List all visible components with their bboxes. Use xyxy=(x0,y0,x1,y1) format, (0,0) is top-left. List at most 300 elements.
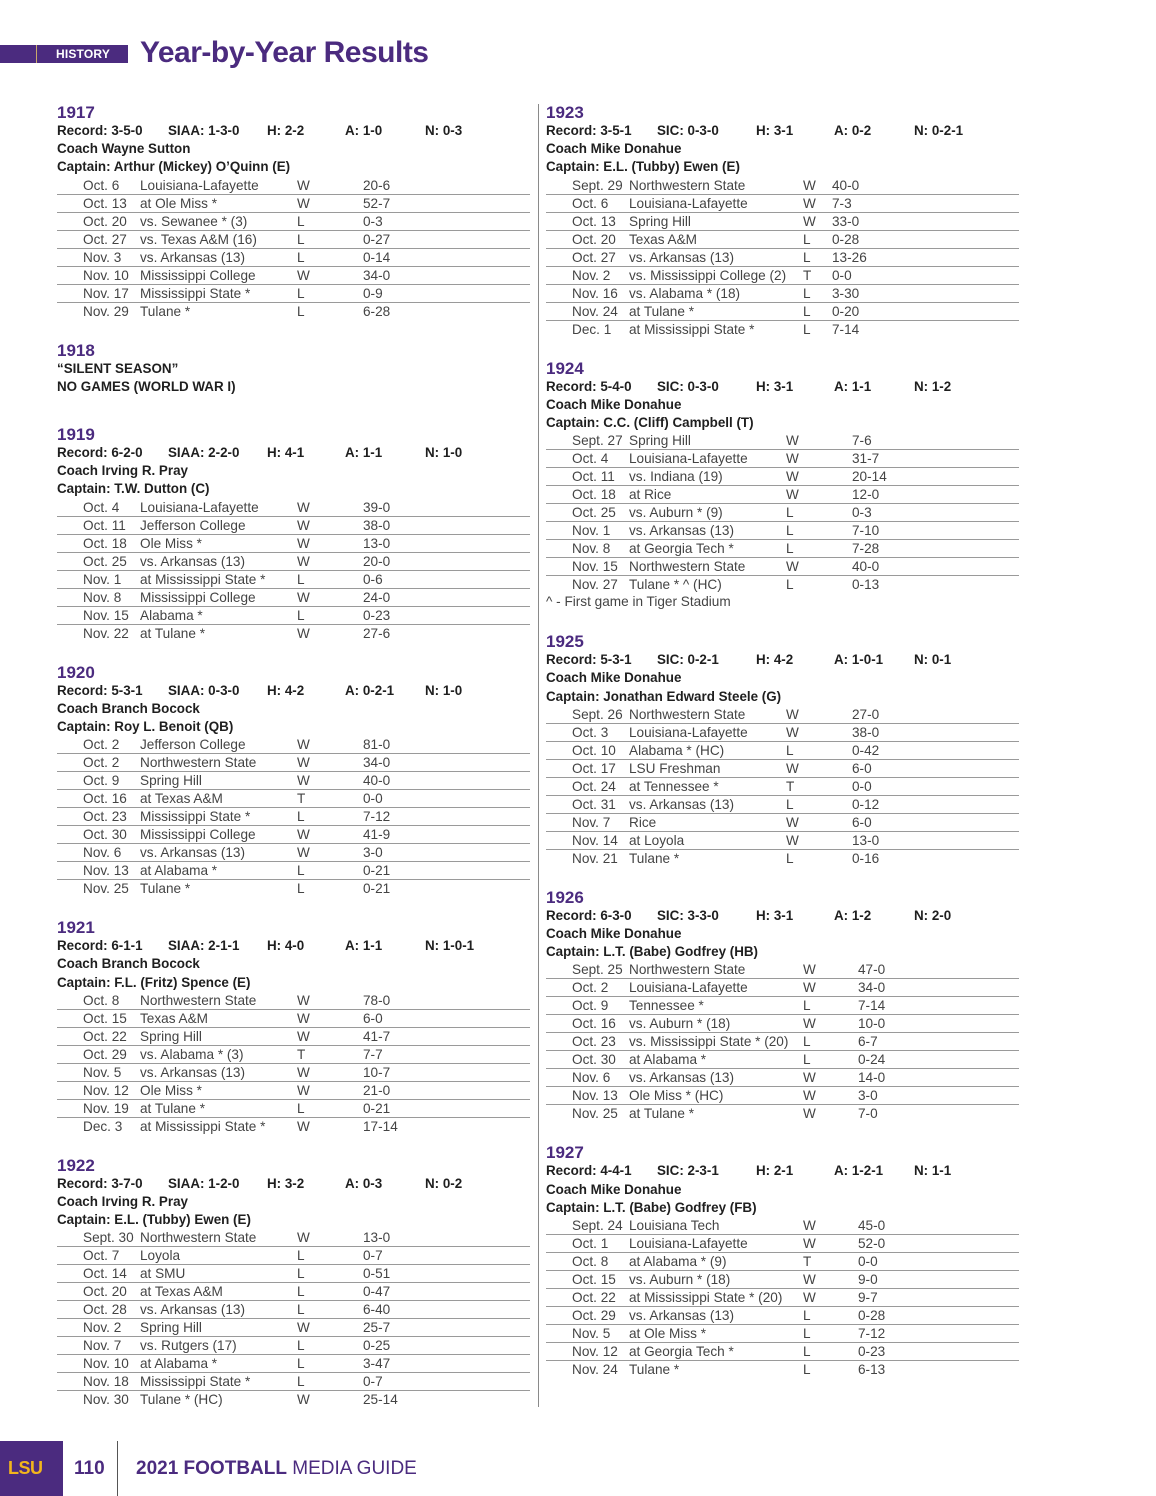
game-opp: vs. Indiana (19) xyxy=(629,468,786,486)
stat-away: A: 1-1 xyxy=(834,378,872,394)
game-date: Oct. 29 xyxy=(546,1306,629,1324)
game-score: 0-24 xyxy=(858,1051,1019,1069)
game-res: L xyxy=(803,1306,858,1324)
game-opp: Spring Hill xyxy=(629,433,691,449)
game-opp: vs. Rutgers (17) xyxy=(140,1337,297,1355)
table-row xyxy=(546,723,1019,741)
game-score: 0-23 xyxy=(363,606,530,624)
game-score: 0-51 xyxy=(363,1265,530,1283)
game-score: 9-0 xyxy=(858,1270,1019,1288)
table-row xyxy=(546,997,1019,1015)
game-opp: Tulane * ^ (HC) xyxy=(629,576,786,594)
logo-text: LSU xyxy=(8,1458,43,1478)
game-res: L xyxy=(297,212,363,230)
stat-neutral: N: 1-2 xyxy=(914,378,952,394)
guide-title xyxy=(136,1458,417,1480)
season-stats xyxy=(57,682,531,700)
captain-name: Captain: C.C. (Cliff) Campbell (T) xyxy=(546,414,754,430)
game-date: Nov. 5 xyxy=(57,1063,140,1081)
page-footer xyxy=(0,1441,1156,1496)
coach-name: Coach Mike Donahue xyxy=(546,925,682,941)
game-res: W xyxy=(803,212,832,230)
game-opp: vs. Arkansas (13) xyxy=(629,1069,803,1087)
game-res: W xyxy=(803,1087,858,1105)
table-row xyxy=(546,1288,1019,1306)
stat-conf: SIAA: 1-3-0 xyxy=(168,123,240,138)
game-res: W xyxy=(297,992,310,1008)
game-score: 0-21 xyxy=(363,862,530,880)
table-row xyxy=(57,516,530,534)
guide-title-rest: MEDIA GUIDE xyxy=(286,1458,417,1479)
game-res: L xyxy=(803,248,832,266)
season-note: “SILENT SEASON” xyxy=(57,360,179,376)
game-date: Oct. 8 xyxy=(546,1252,629,1270)
table-row xyxy=(546,831,1019,849)
table-row xyxy=(546,248,1019,266)
game-opp: Tennessee * xyxy=(629,997,803,1015)
game-date: Oct. 6 xyxy=(546,194,629,212)
captain-name: Captain: F.L. (Fritz) Spence (E) xyxy=(57,974,251,990)
stat-away: A: 1-2-1 xyxy=(834,1163,884,1179)
table-row xyxy=(57,862,530,880)
game-res: W xyxy=(803,1015,858,1033)
game-res: L xyxy=(803,1360,858,1378)
game-opp: Mississippi College xyxy=(140,588,297,606)
game-res: L xyxy=(297,862,363,880)
game-date: Oct. 9 xyxy=(57,772,140,790)
season-year: 1921 xyxy=(57,918,95,938)
season-stats xyxy=(546,651,1020,669)
game-score: 3-0 xyxy=(363,844,530,862)
game-score: 0-28 xyxy=(832,230,1019,248)
game-date: Nov. 17 xyxy=(57,284,140,302)
stat-neutral: N: 1-0 xyxy=(425,682,463,698)
table-row xyxy=(57,1391,530,1409)
game-opp: at Texas A&M xyxy=(140,1283,297,1301)
game-score: 6-28 xyxy=(363,302,530,320)
table-row xyxy=(546,961,1019,979)
game-date: Oct. 16 xyxy=(546,1015,629,1033)
game-opp: at Tulane * xyxy=(140,624,297,642)
game-date: Oct. 25 xyxy=(546,504,629,522)
table-row xyxy=(546,1270,1019,1288)
game-res: W xyxy=(803,1288,858,1306)
game-score: 40-0 xyxy=(832,177,860,193)
game-score: 6-0 xyxy=(852,813,1019,831)
stat-neutral: N: 1-0 xyxy=(425,445,463,460)
stat-neutral: N: 0-2 xyxy=(425,1175,463,1191)
game-res: T xyxy=(803,1252,858,1270)
table-row xyxy=(546,1069,1019,1087)
game-score: 0-7 xyxy=(363,1373,530,1391)
season-1927 xyxy=(546,1144,1020,1378)
table-row xyxy=(57,552,530,570)
stat-conf: SIAA: 0-3-0 xyxy=(168,682,240,698)
captain-name: Captain: E.L. (Tubby) Ewen (E) xyxy=(57,1212,251,1228)
game-opp: at Mississippi State * xyxy=(140,570,297,588)
game-opp: vs. Arkansas (13) xyxy=(140,1301,297,1319)
game-date: Oct. 11 xyxy=(57,516,140,534)
stat-away: A: 0-2 xyxy=(834,123,872,138)
game-score: 0-20 xyxy=(832,302,1019,320)
game-res: L xyxy=(297,1373,363,1391)
game-score: 6-13 xyxy=(858,1360,1019,1378)
game-date: Sept. 27 xyxy=(572,433,623,449)
games-table xyxy=(57,177,530,320)
game-score: 17-14 xyxy=(363,1117,530,1135)
stat-home: H: 3-1 xyxy=(756,378,794,394)
season-year: 1924 xyxy=(546,358,584,378)
table-row xyxy=(57,808,530,826)
game-score: 9-7 xyxy=(858,1288,1019,1306)
game-score: 14-0 xyxy=(858,1069,1019,1087)
game-date: Nov. 1 xyxy=(546,522,629,540)
game-date: Oct. 20 xyxy=(546,230,629,248)
game-opp: Northwestern State xyxy=(629,962,746,978)
captain-name: Captain: E.L. (Tubby) Ewen (E) xyxy=(546,159,740,175)
game-opp: Spring Hill xyxy=(140,1319,297,1337)
page-number: 110 xyxy=(74,1458,105,1479)
game-opp: vs. Arkansas (13) xyxy=(629,795,786,813)
game-date: Oct. 18 xyxy=(546,486,629,504)
game-date: Oct. 25 xyxy=(57,552,140,570)
game-date: Oct. 20 xyxy=(57,212,140,230)
game-opp: Loyola xyxy=(140,1247,297,1265)
season-year: 1919 xyxy=(57,425,95,444)
table-row xyxy=(546,1360,1019,1378)
game-score: 45-0 xyxy=(858,1217,886,1233)
game-res: W xyxy=(297,534,363,552)
season-1925 xyxy=(546,633,1020,867)
stat-away: A: 1-0-1 xyxy=(834,652,884,668)
table-row xyxy=(546,1234,1019,1252)
game-score: 13-0 xyxy=(852,831,1019,849)
game-score: 6-40 xyxy=(363,1301,530,1319)
games-table xyxy=(546,432,1019,593)
game-score: 0-12 xyxy=(852,795,1019,813)
lsu-logo xyxy=(0,1441,63,1496)
table-row xyxy=(57,1301,530,1319)
game-date: Nov. 7 xyxy=(57,1337,140,1355)
table-row xyxy=(546,486,1019,504)
game-date: Oct. 2 xyxy=(83,737,120,753)
game-res: W xyxy=(297,1009,363,1027)
games-table xyxy=(57,1229,530,1408)
game-date: Nov. 2 xyxy=(546,266,629,284)
game-opp: Northwestern State xyxy=(140,1230,257,1246)
table-row xyxy=(57,177,530,195)
game-date: Nov. 6 xyxy=(57,844,140,862)
table-row xyxy=(546,177,1019,195)
game-opp: Mississippi College xyxy=(140,826,297,844)
game-res: L xyxy=(297,1099,363,1117)
stat-conf: SIC: 0-3-0 xyxy=(657,123,719,138)
table-row xyxy=(57,499,530,517)
game-score: 52-0 xyxy=(858,1234,1019,1252)
table-row xyxy=(546,302,1019,320)
game-score: 33-0 xyxy=(832,212,1019,230)
game-score: 0-3 xyxy=(363,212,530,230)
game-opp: Tulane * xyxy=(140,302,297,320)
game-score: 21-0 xyxy=(363,1081,530,1099)
game-date: Oct. 9 xyxy=(546,997,629,1015)
game-opp: Louisiana-Lafayette xyxy=(629,194,803,212)
game-res: W xyxy=(786,813,852,831)
game-opp: vs. Arkansas (13) xyxy=(140,552,297,570)
game-score: 0-0 xyxy=(363,790,530,808)
game-score: 40-0 xyxy=(363,772,530,790)
game-score: 40-0 xyxy=(852,558,1019,576)
stat-record: Record: 3-5-1 xyxy=(546,123,632,138)
game-res: W xyxy=(297,1230,310,1246)
game-date: Nov. 15 xyxy=(546,558,629,576)
games-table xyxy=(57,499,530,642)
game-date: Oct. 4 xyxy=(83,499,120,515)
game-res: W xyxy=(297,1117,363,1135)
game-res: W xyxy=(297,194,363,212)
game-res: W xyxy=(297,499,310,515)
stat-record: Record: 5-3-1 xyxy=(546,652,632,668)
game-date: Oct. 8 xyxy=(83,992,120,1008)
game-date: Oct. 16 xyxy=(57,790,140,808)
table-row xyxy=(57,844,530,862)
game-res: L xyxy=(297,880,363,898)
game-opp: vs. Sewanee * (3) xyxy=(140,212,297,230)
table-row xyxy=(57,1117,530,1135)
coach-name: Coach Mike Donahue xyxy=(546,670,682,686)
game-opp: vs. Auburn * (18) xyxy=(629,1015,803,1033)
stat-conf: SIC: 0-3-0 xyxy=(657,378,719,394)
games-table xyxy=(546,961,1019,1122)
game-opp: Louisiana-Lafayette xyxy=(629,450,786,468)
game-opp: vs. Arkansas (13) xyxy=(629,248,803,266)
game-opp: Tulane * xyxy=(140,880,297,898)
game-opp: Mississippi College xyxy=(140,266,297,284)
season-year: 1925 xyxy=(546,632,584,652)
table-row xyxy=(57,248,530,266)
game-res: W xyxy=(297,772,363,790)
table-row xyxy=(57,790,530,808)
table-row xyxy=(546,450,1019,468)
game-date: Oct. 4 xyxy=(546,450,629,468)
table-row xyxy=(57,230,530,248)
game-score: 6-7 xyxy=(858,1033,1019,1051)
game-opp: at Alabama * (9) xyxy=(629,1252,803,1270)
table-row xyxy=(57,772,530,790)
captain-name: Captain: Jonathan Edward Steele (G) xyxy=(546,688,782,704)
game-opp: Alabama * (HC) xyxy=(629,741,786,759)
game-res: W xyxy=(786,723,852,741)
game-res: W xyxy=(803,1270,858,1288)
table-row xyxy=(546,1324,1019,1342)
game-opp: vs. Texas A&M (16) xyxy=(140,230,297,248)
stat-record: Record: 3-7-0 xyxy=(57,1175,143,1191)
game-opp: Louisiana-Lafayette xyxy=(629,1234,803,1252)
game-opp: Louisiana-Lafayette xyxy=(629,723,786,741)
stat-away: A: 1-1 xyxy=(345,938,383,954)
game-opp: at Loyola xyxy=(629,831,786,849)
table-row xyxy=(546,1252,1019,1270)
game-res: W xyxy=(297,754,363,772)
game-score: 0-28 xyxy=(858,1306,1019,1324)
stat-record: Record: 6-2-0 xyxy=(57,445,143,460)
game-score: 78-0 xyxy=(363,992,391,1008)
game-date: Nov. 19 xyxy=(57,1099,140,1117)
game-opp: Ole Miss * xyxy=(140,534,297,552)
table-row xyxy=(546,777,1019,795)
game-score: 47-0 xyxy=(858,962,886,978)
table-row xyxy=(546,504,1019,522)
game-score: 25-7 xyxy=(363,1319,530,1337)
game-res: W xyxy=(297,177,310,193)
game-date: Oct. 23 xyxy=(57,808,140,826)
game-opp: at Texas A&M xyxy=(140,790,297,808)
game-res: L xyxy=(786,504,852,522)
game-res: T xyxy=(297,1045,363,1063)
game-score: 0-3 xyxy=(852,504,1019,522)
coach-name: Coach Wayne Sutton xyxy=(57,141,191,157)
game-opp: at Alabama * xyxy=(629,1051,803,1069)
game-res: L xyxy=(297,1265,363,1283)
game-opp: at Tennessee * xyxy=(629,777,786,795)
stat-neutral: N: 1-0-1 xyxy=(425,938,475,954)
game-date: Nov. 8 xyxy=(546,540,629,558)
game-score: 0-16 xyxy=(852,849,1019,867)
stat-neutral: N: 1-1 xyxy=(914,1163,952,1179)
game-opp: at Tulane * xyxy=(140,1099,297,1117)
game-res: L xyxy=(803,302,832,320)
game-date: Nov. 16 xyxy=(546,284,629,302)
stat-record: Record: 4-4-1 xyxy=(546,1163,632,1179)
game-opp: Northwestern State xyxy=(629,706,746,722)
game-opp: vs. Auburn * (9) xyxy=(629,504,786,522)
game-score: 10-7 xyxy=(363,1063,530,1081)
game-score: 34-0 xyxy=(858,979,1019,997)
table-row xyxy=(546,576,1019,594)
table-row xyxy=(57,194,530,212)
game-opp: Louisiana Tech xyxy=(629,1217,720,1233)
stat-neutral: N: 2-0 xyxy=(914,907,952,923)
coach-name: Coach Mike Donahue xyxy=(546,396,682,412)
game-res: L xyxy=(786,540,852,558)
game-opp: vs. Arkansas (13) xyxy=(140,1063,297,1081)
game-date: Nov. 5 xyxy=(546,1324,629,1342)
game-res: L xyxy=(297,1301,363,1319)
game-res: W xyxy=(297,1391,363,1409)
game-score: 31-7 xyxy=(852,450,1019,468)
stat-home: H: 3-2 xyxy=(267,1175,305,1191)
table-row xyxy=(546,1033,1019,1051)
table-row xyxy=(546,795,1019,813)
game-res: L xyxy=(786,522,852,540)
table-row xyxy=(546,706,1019,724)
game-res: W xyxy=(297,1063,363,1081)
game-res: L xyxy=(297,1355,363,1373)
game-res: L xyxy=(297,570,363,588)
game-res: W xyxy=(786,433,799,449)
game-date: Oct. 6 xyxy=(83,177,120,193)
game-opp: Jefferson College xyxy=(140,737,246,753)
game-res: W xyxy=(786,706,799,722)
game-res: W xyxy=(803,962,816,978)
game-date: Oct. 30 xyxy=(57,826,140,844)
table-row xyxy=(57,1265,530,1283)
game-score: 3-0 xyxy=(858,1087,1019,1105)
game-opp: Spring Hill xyxy=(629,212,803,230)
game-res: W xyxy=(803,1217,816,1233)
game-date: Nov. 6 xyxy=(546,1069,629,1087)
game-res: T xyxy=(803,266,832,284)
game-score: 27-6 xyxy=(363,624,530,642)
game-res: L xyxy=(803,1033,858,1051)
game-opp: at Alabama * xyxy=(140,1355,297,1373)
game-res: L xyxy=(297,1247,363,1265)
season-year: 1923 xyxy=(546,103,584,122)
game-res: W xyxy=(786,831,852,849)
game-date: Oct. 13 xyxy=(546,212,629,230)
game-score: 39-0 xyxy=(363,499,391,515)
game-opp: Mississippi State * xyxy=(140,808,297,826)
game-score: 0-47 xyxy=(363,1283,530,1301)
captain-name: Captain: Arthur (Mickey) O’Quinn (E) xyxy=(57,159,291,175)
game-res: L xyxy=(803,1342,858,1360)
game-res: L xyxy=(786,576,852,594)
page-title: Year-by-Year Results xyxy=(140,36,429,69)
game-opp: Northwestern State xyxy=(629,177,746,193)
game-opp: Texas A&M xyxy=(140,1009,297,1027)
table-row xyxy=(57,624,530,642)
game-opp: Tulane * xyxy=(629,849,786,867)
game-res: L xyxy=(297,1337,363,1355)
table-row xyxy=(546,320,1019,338)
game-res: L xyxy=(297,1283,363,1301)
season-stats xyxy=(57,937,531,955)
game-opp: Mississippi State * xyxy=(140,1373,297,1391)
stat-away: A: 0-2-1 xyxy=(345,682,395,698)
game-opp: at Mississippi State * xyxy=(629,320,803,338)
game-score: 34-0 xyxy=(363,266,530,284)
game-opp: Mississippi State * xyxy=(140,284,297,302)
game-date: Oct. 27 xyxy=(546,248,629,266)
game-date: Sept. 25 xyxy=(572,962,623,978)
game-opp: Spring Hill xyxy=(140,772,297,790)
game-res: W xyxy=(297,624,363,642)
game-score: 7-14 xyxy=(832,320,1019,338)
game-res: L xyxy=(297,248,363,266)
game-score: 0-27 xyxy=(363,230,530,248)
game-opp: Louisiana-Lafayette xyxy=(140,177,259,193)
game-score: 0-6 xyxy=(363,570,530,588)
game-opp: at SMU xyxy=(140,1265,297,1283)
game-date: Nov. 12 xyxy=(546,1342,629,1360)
game-res: L xyxy=(786,795,852,813)
game-date: Nov. 21 xyxy=(546,849,629,867)
game-date: Oct. 18 xyxy=(57,534,140,552)
game-date: Oct. 23 xyxy=(546,1033,629,1051)
table-row xyxy=(57,284,530,302)
season-stats xyxy=(57,1175,531,1193)
game-res: W xyxy=(803,177,816,193)
column-divider xyxy=(538,104,539,1407)
game-date: Nov. 25 xyxy=(546,1105,629,1123)
game-opp: at Mississippi State * (20) xyxy=(629,1288,803,1306)
season-1917 xyxy=(57,104,531,320)
season-1922 xyxy=(57,1157,531,1409)
game-opp: Texas A&M xyxy=(629,230,803,248)
table-row xyxy=(546,1015,1019,1033)
game-score: 20-0 xyxy=(363,552,530,570)
game-date: Nov. 13 xyxy=(57,862,140,880)
